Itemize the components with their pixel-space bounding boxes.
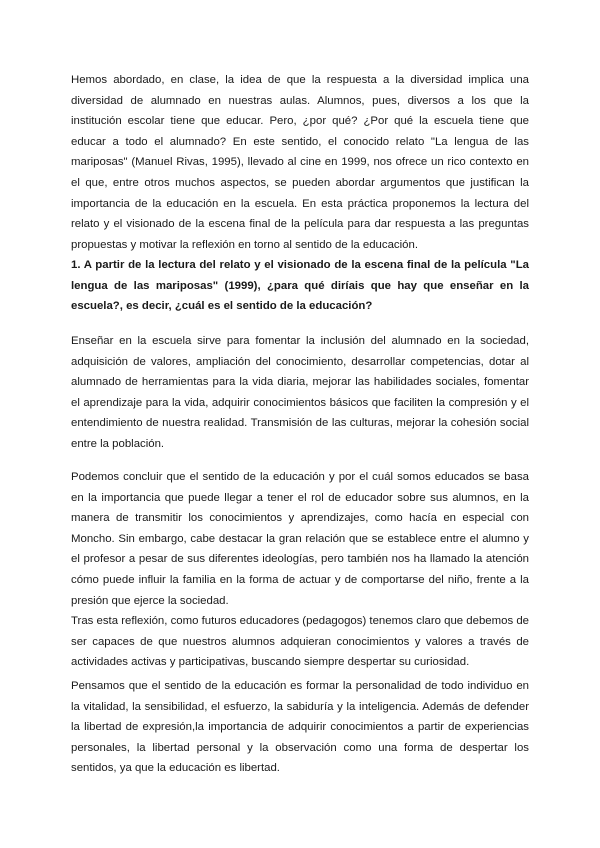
intro-paragraph: Hemos abordado, en clase, la idea de que la respuesta a la diversidad implica una diversidad de alumnado en nuestras aulas. Alumnos, pues, diversos a los que la institución escolar tiene que educar. Pero, ¿por qué? ¿Por qué la escuela tiene que educar a todo el alumnado? En este sentido, el conocido relato "La lengua de las mariposas" (Manuel Rivas, 1995), llevado al cine en 1999, nos ofrece un rico contexto en el que, entre otros muchos aspectos, se pueden abordar argumentos que justifican la importancia de la educación en la escuela. En esta práctica proponemos la lectura del relato y el visionado de la escena final de la película para dar respuesta a las preguntas propuestas y motivar la reflexión en torno al sentido de la educación. [71, 74, 529, 251]
question-1: 1. A partir de la lectura del relato y el visionado de la escena final de la película "La lengua de las mariposas" (1999), ¿para qué diríais que hay que enseñar en la escuela?, es decir, ¿cuál es el sentido de la educación? [71, 259, 529, 313]
answer-paragraph-1: Enseñar en la escuela sirve para fomentar la inclusión del alumnado en la sociedad, adquisición de valores, ampliación del conocimiento, desarrollar competencias, dotar al alumnado de herramientas para la vida diaria, mejorar las habilidades sociales, fomentar el aprendizaje para la vida, adquirir conocimientos básicos que faciliten la compresión y el entendimiento de nuestra realidad. Transmisión de las culturas, mejorar la cohesión social entre la población. [71, 335, 529, 450]
answer-paragraph-3: Tras esta reflexión, como futuros educadores (pedagogos) tenemos claro que debemos de ser capaces de que nuestros alumnos adquieran conocimientos y valores a través de actividades activas y participativas, buscando siempre despertar su curiosidad. [71, 615, 529, 669]
answer-paragraph-4: Pensamos que el sentido de la educación es formar la personalidad de todo individuo en la vitalidad, la sensibilidad, el esfuerzo, la sabiduría y la inteligencia. Además de defender la libertad de expresión,la importancia de adquirir conocimientos a partir de experiencias personales, la libertad personal y la observación como una forma de despertar los sentidos, ya que la educación es libertad. [71, 680, 529, 775]
answer-paragraph-2-group [71, 467, 529, 673]
answer-paragraph-2: Podemos concluir que el sentido de la educación y por el cuál somos educados se basa en la importancia que puede llegar a tener el rol de educador sobre sus alumnos, en la manera de transmitir los conocimientos y aprendizajes, como hacía en especial con Moncho. Sin embargo, cabe destacar la gran relación que se establece entre el alumno y el profesor a pesar de sus diferentes ideologías, pero también nos ha llamado la atención cómo puede influir la familia en la forma de actuar y de comportarse del niño, frente a la presión que ejerce la sociedad. [71, 471, 529, 607]
